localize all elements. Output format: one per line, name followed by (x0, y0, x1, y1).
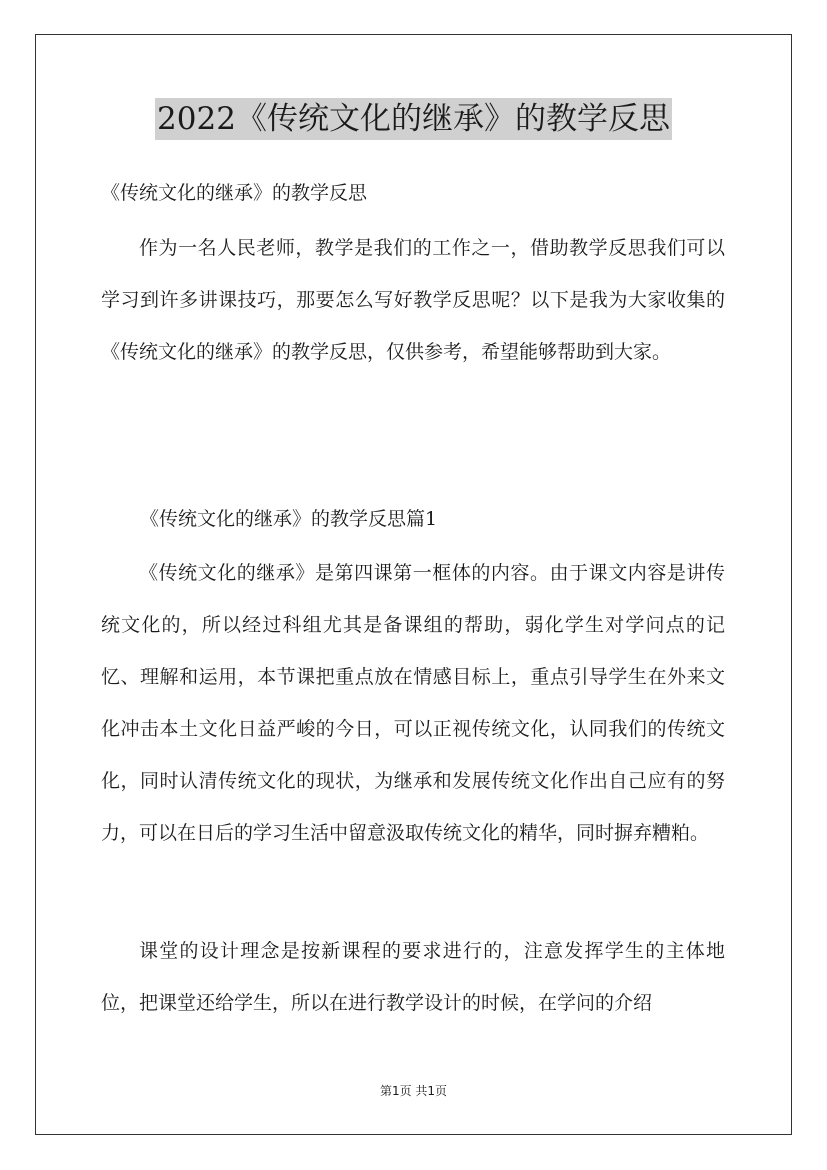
document-subtitle: 《传统文化的继承》的教学反思 (101, 182, 368, 204)
section-heading: 《传统文化的继承》的教学反思篇1 (140, 508, 438, 530)
document-title: 2022《传统文化的继承》的教学反思 (155, 98, 672, 140)
body-paragraph-2: 课堂的设计理念是按新课程的要求进行的，注意发挥学生的主体地位，把课堂还给学生，所以在进行教学设计的时候，在学问的介绍 (101, 940, 725, 1014)
page-footer: 第1页 共1页 (379, 1084, 448, 1098)
title-container (0, 98, 827, 140)
intro-paragraph: 作为一名人民老师，教学是我们的工作之一，借助教学反思我们可以学习到许多讲课技巧，那要怎么写好教学反思呢？以下是我为大家收集的《传统文化的继承》的教学反思，仅供参考，希望能够帮助到大家。 (101, 237, 725, 363)
body-paragraph-1: 《传统文化的继承》是第四课第一框体的内容。由于课文内容是讲传统文化的，所以经过科组尤其是备课组的帮助，弱化学生对学问点的记忆、理解和运用，本节课把重点放在情感目标上，重点引导学生在外来文化冲击本土文化日益严峻的今日，可以正视传统文化，认同我们的传统文化，同时认清传统文化的现状，为继承和发展传统文化作出自己应有的努力，可以在日后的学习生活中留意汲取传统文化的精华，同时摒弃糟粕。 (101, 562, 725, 844)
